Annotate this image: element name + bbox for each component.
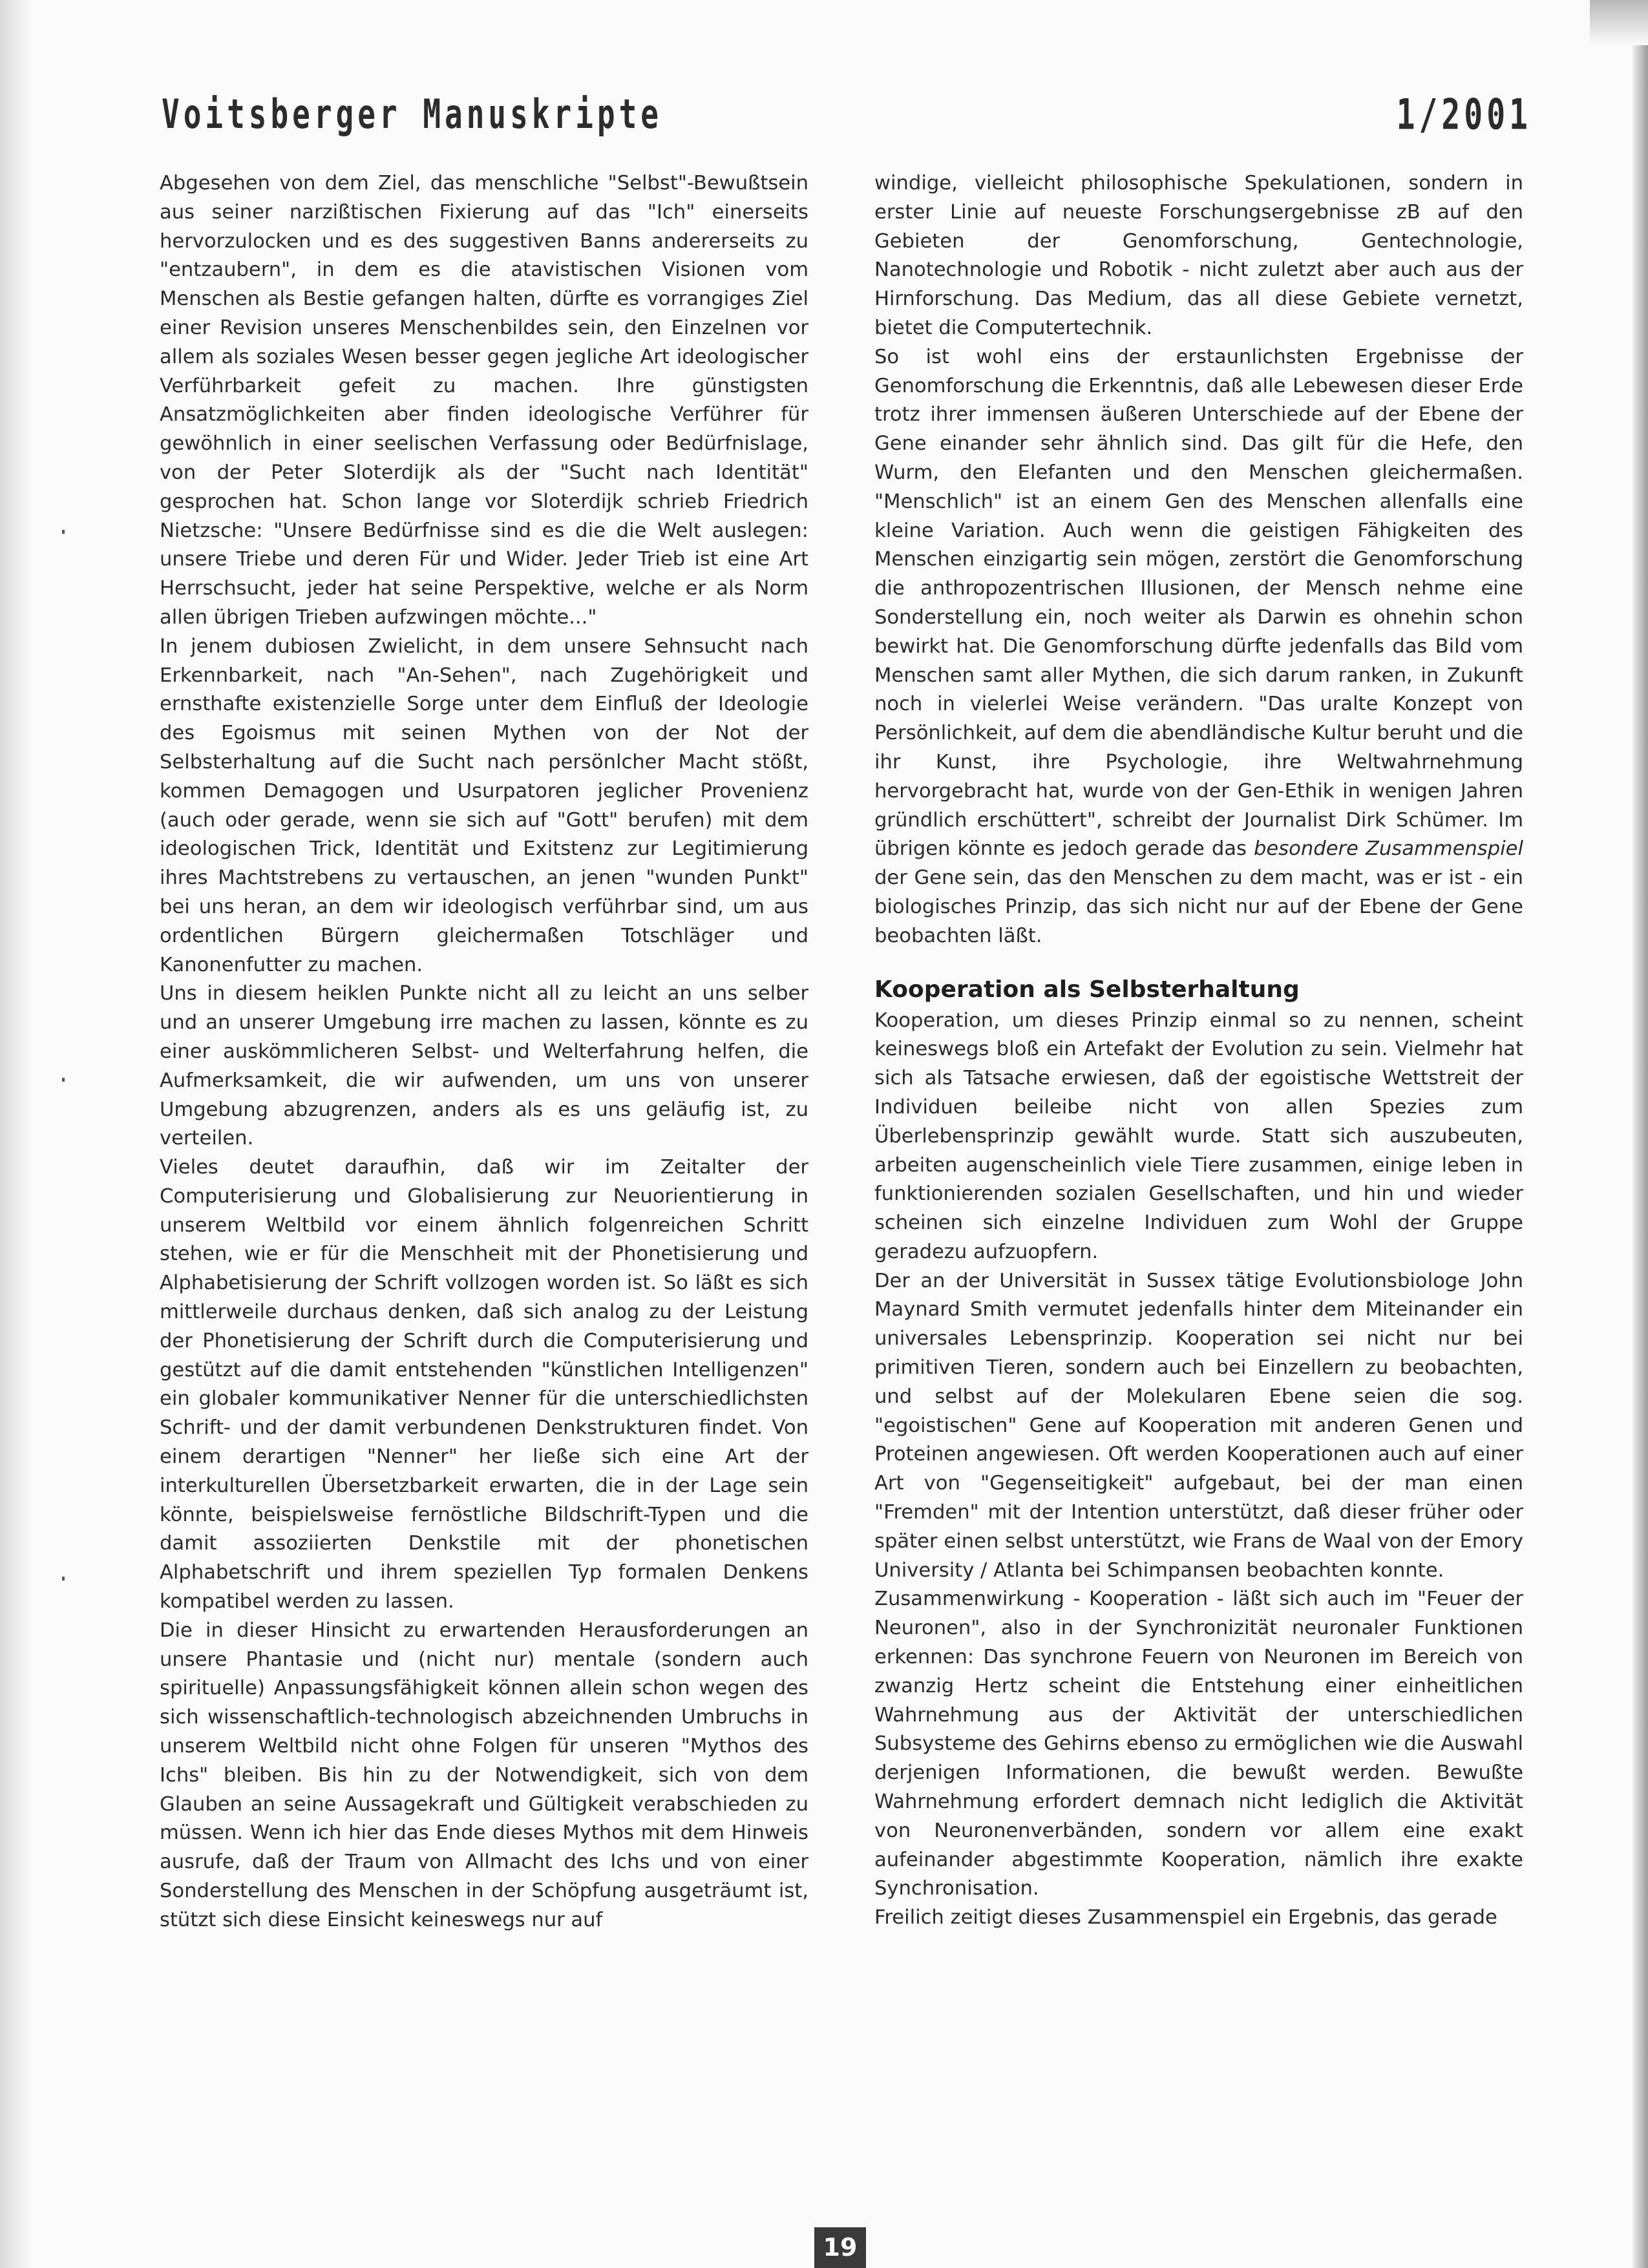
emphasized-phrase: besondere Zusammenspiel — [1253, 837, 1523, 861]
scan-speck — [62, 1078, 65, 1082]
left-column — [160, 169, 808, 1935]
paragraph: windige, vielleicht philosophische Spekulationen, sondern in erster Linie auf neueste Forschungsergebnisse zB auf den Gebieten der Genomforschung, Gentechnologie, Nanotechnologie und Robotik - nicht zuletzt aber auch aus der Hirnforschung. Das Medium, das all diese Gebiete vernetzt, bietet die Computertechnik. — [874, 172, 1523, 339]
right-column — [874, 169, 1523, 1933]
publication-title: Voitsberger Manuskripte — [162, 90, 662, 138]
page-edge-shadow-right — [1631, 0, 1648, 2268]
paragraph: Zusammenwirkung - Kooperation - läßt sich auch im "Feuer der Neuronen", also in der Synchronizität neuronaler Funktionen erkennen: Das synchrone Feuern von Neuronen im Bereich von zwanzig Hertz scheint die Entstehung einer einheitlichen Wahrnehmung aus der Aktivität der unterschiedlichen Subsysteme des Gehirns ebenso zu ermöglichen wie die Auswahl derjenigen Informationen, die bewußt werden. Bewußte Wahrnehmung erfordert demnach nicht lediglich die Aktivität von Neuronenverbänden, sondern vor allem eine exakt aufeinander abgestimmte Kooperation, nämlich ihre exakte Synchronisation. — [874, 1588, 1523, 1900]
scan-speck — [62, 1577, 65, 1580]
page-corner-shadow — [1590, 0, 1648, 45]
issue-number: 1/2001 — [1396, 90, 1532, 140]
paragraph: Uns in diesem heiklen Punkte nicht all zu leicht an uns selber und an unserer Umgebung irre machen zu lassen, könnte es zu einer auskömmlicheren Selbst- und Welterfahrung helfen, die Aufmerksamkeit, die wir aufwenden, um uns von unserer Umgebung abzugrenzen, anders als es uns geläufig ist, zu verteilen. — [160, 982, 808, 1150]
scan-speck — [62, 530, 65, 534]
paragraph: Kooperation, um dieses Prinzip einmal so zu nennen, scheint keineswegs bloß ein Artefakt der Evolution zu sein. Vielmehr hat sich als Tatsache erwiesen, daß der egoistische Wettstreit der Individuen beileibe nicht von allen Spezies zum Überlebensprinzip gewählt wurde. Statt sich auszubeuten, arbeiten augenscheinlich viele Tiere zusammen, einige leben in funktionierenden sozialen Gesellschaften, und hin und wieder scheinen sich einzelne Individuen zum Wohl der Gruppe geradezu aufzuopfern. — [874, 1009, 1523, 1263]
paragraph-text-continued: der Gene sein, das den Menschen zu dem macht, was er ist - ein biologisches Prinzip, das sich nicht nur auf der Ebene der Gene beobachten läßt. — [874, 866, 1523, 947]
paragraph: Freilich zeitigt dieses Zusammenspiel ein Ergebnis, das gerade — [874, 1906, 1497, 1929]
page-edge-shadow-left — [0, 0, 34, 2268]
paragraph: In jenem dubiosen Zwielicht, in dem unsere Sehnsucht nach Erkennbarkeit, nach "An-Sehen", nach Zugehörigkeit und ernsthafte existenzielle Sorge unter dem Einfluß der Ideologie des Egoismus mit seinen Mythen von der Not der Selbsterhaltung auf die Sucht nach persönlcher Macht stößt, kommen Demagogen und Usurpatoren jeglicher Provenienz (auch oder gerade, wenn sie sich auf "Gott" berufen) mit dem ideologischen Trick, Identität und Exitstenz zur Legitimierung ihres Machtstrebens zu vertauschen, an jenen "wunden Punkt" bei uns heran, an dem wir ideologisch verführbar sind, um aus ordentlichen Bürgern gleichermaßen Totschläger und Kanonenfutter zu machen. — [160, 635, 808, 976]
paragraph: Vieles deutet daraufhin, daß wir im Zeitalter der Computerisierung und Globalisierung zur Neuorientierung in unserem Weltbild vor einem ähnlich folgenreichen Schritt stehen, wie er für die Menschheit mit der Phonetisierung und Alphabetisierung der Schrift vollzogen worden ist. So läßt es sich mittlerweile durchaus denken, daß sich analog zu der Leistung der Phonetisierung der Schrift durch die Computerisierung und gestützt auf die damit entstehenden "künstlichen Intelligenzen" ein globaler kommunikativer Nenner für die unterschiedlichsten Schrift- und der damit verbundenen Denkstrukturen findet. Von einem derartigen "Nenner" her ließe sich eine Art der interkulturellen Übersetzbarkeit erwarten, die in der Lage sein könnte, beispielsweise fernöstliche Bildschrift-Typen und die damit assoziierten Denkstile mit der phonetischen Alphabetschrift und ihrem speziellen Typ formalen Denkens kompatibel werden zu lassen. — [160, 1156, 808, 1613]
page-number-box: 19 — [814, 2227, 866, 2268]
paragraph: Der an der Universität in Sussex tätige Evolutionsbiologe John Maynard Smith vermutet jedenfalls hinter dem Miteinander ein universales Lebensprinzip. Kooperation sei nicht nur bei primitiven Tieren, sondern auch bei Einzellern zu beobachten, und selbst auf der Molekularen Ebene seien die sog. "egoistischen" Gene auf Kooperation mit anderen Genen und Proteinen angewiesen. Oft werden Kooperationen auch auf einer Art von "Gegenseitigkeit" aufgebaut, bei der man einen "Fremden" mit der Intention unterstützt, daß dieser früher oder später einen selbst unterstützt, wie Frans de Waal von der Emory University / Atlanta bei Schimpansen beobachten konnte. — [874, 1269, 1523, 1582]
paragraph: Die in dieser Hinsicht zu erwartenden Herausforderungen an unsere Phantasie und (nicht nur) mentale (sondern auch spirituelle) Anpassungsfähigkeit können allein schon wegen des sich wissenschaftlich-technologisch abzeichnenden Umbruchs in unserem Weltbild nicht ohne Folgen für unseren "Mythos des Ichs" bleiben. Bis hin zu der Notwendigkeit, sich von dem Glauben an seine Aussagekraft und Gültigkeit verabschieden zu müssen. Wenn ich hier das Ende dieses Mythos mit dem Hinweis ausrufe, daß der Traum von Allmacht des Ichs und von einer Sonderstellung des Menschen in der Schöpfung ausgeträumt ist, stützt sich diese Einsicht keineswegs nur auf — [160, 1619, 808, 1931]
running-header — [162, 90, 1532, 140]
paragraph-with-emphasis — [874, 343, 1523, 951]
section-heading: Kooperation als Selbsterhaltung — [874, 976, 1300, 1003]
paragraph: Abgesehen von dem Ziel, das menschliche "Selbst"-Bewußtsein aus seiner narzißtischen Fixierung auf das "Ich" einerseits hervorzulocken und es des suggestiven Banns andererseits zu "entzaubern", in dem es die atavistischen Visionen vom Menschen als Bestie gefangen halten, dürfte es vorrangiges Ziel einer Revision unseres Menschenbildes sein, den Einzelnen vor allem als soziales Wesen besser gegen jegliche Art ideologischer Verführbarkeit gefeit zu machen. Ihre günstigsten Ansatzmöglichkeiten aber finden ideologische Verführer für gewöhnlich in einer seelischen Verfassung oder Bedürfnislage, von der Peter Sloterdijk als der "Sucht nach Identität" gesprochen hat. Schon lange vor Sloterdijk schrieb Friedrich Nietzsche: "Unsere Bedürfnisse sind es die die Welt auslegen: unsere Triebe und deren Für und Wider. Jeder Trieb ist eine Art Herrschsucht, jeder hat seine Perspektive, welche er als Norm allen übrigen Trieben aufzwingen möchte..." — [160, 172, 808, 629]
paragraph-text: So ist wohl eins der erstaunlichsten Ergebnisse der Genomforschung die Erkenntnis, daß alle Lebewesen dieser Erde trotz ihrer immensen äußeren Unterschiede auf der Ebene der Gene einander sehr ähnlich sind. Das gilt für die Hefe, den Wurm, den Elefanten und den Menschen gleichermaßen. "Menschlich" ist an einem Gen des Menschen allenfalls eine kleine Variation. Auch wenn die geistigen Fähigkeiten des Menschen einzigartig sein mögen, zerstört die Genomforschung die anthropozentrischen Illusionen, der Mensch nehme eine Sonderstellung ein, noch weiter als Darwin es ohnehin schon bewirkt hat. Die Genomforschung dürfte jedenfalls das Bild vom Menschen samt aller Mythen, die sich darum ranken, in Zukunft noch in vielerlei Weise verändern. "Das uralte Konzept von Persönlichkeit, auf dem die abendländische Kultur beruht und die ihr Kunst, ihre Psychologie, ihre Weltwahrnehmung hervorgebracht hat, wurde von der Gen-Ethik in wenigen Jahren gründlich erschüttert", schreibt der Journalist Dirk Schümer. Im übrigen könnte es jedoch gerade das — [874, 345, 1523, 861]
